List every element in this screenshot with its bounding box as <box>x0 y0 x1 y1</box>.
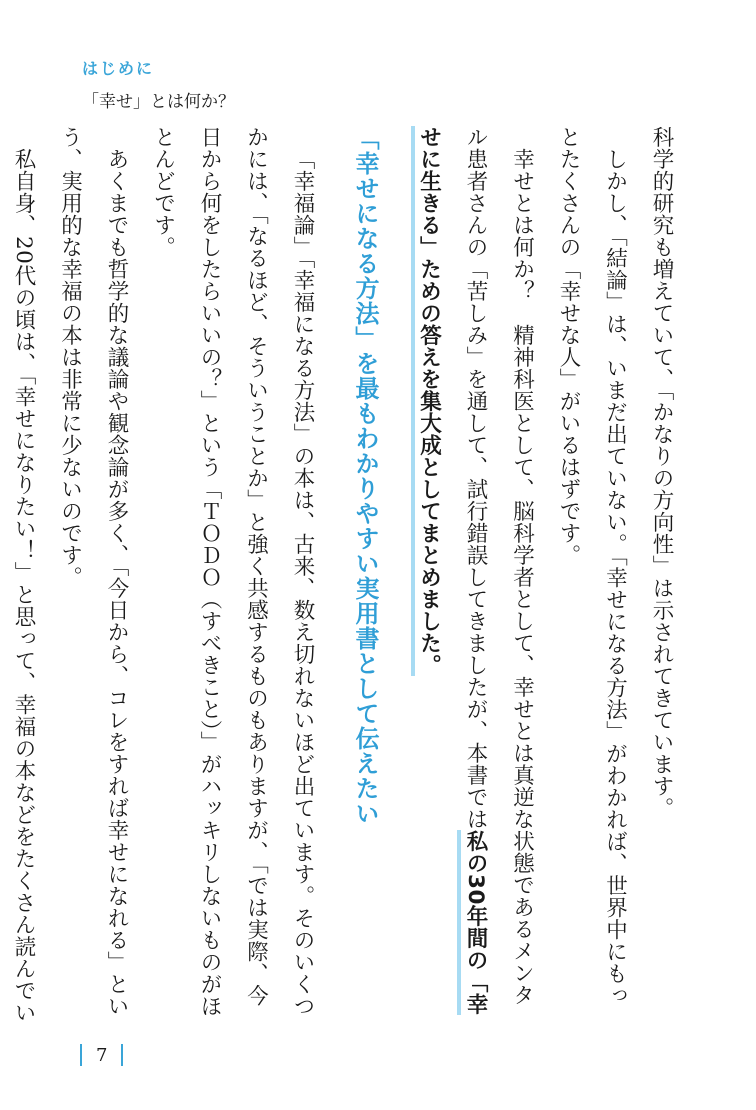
page-footer <box>80 1044 123 1066</box>
paragraph-2: しかし、「結論」は、いまだ出ていない。「幸せになる方法」がわかれば、世界中にもっとたくさんの「幸せな人」がいるはずです。 <box>556 126 628 1006</box>
paragraph-3-emphasis: 私の30年間の「幸せに生きる」ための答えを集大成としてまとめました。 <box>411 126 489 1015</box>
footer-bar-left <box>80 1044 82 1066</box>
paragraph-5: あくまでも哲学的な議論や観念論が多く、「今日から、コレをすれば幸せになれる」という、実用的な幸福の本は非常に少ないのです。 <box>57 126 129 1017</box>
page-number: 7 <box>96 1044 108 1066</box>
chapter-header <box>82 56 235 112</box>
paragraph-6: 私自身、20代の頃は、「幸せになりたい！」と思って、幸福の本などをたくさん読んでい <box>11 147 36 1024</box>
chapter-label: はじめに <box>82 59 155 78</box>
vertical-body-text <box>11 126 684 1026</box>
paragraph-3 <box>405 126 545 1026</box>
paragraph-4: 「幸福論」「幸福になる方法」の本は、古来、数え切れないほど出ています。そのいくつかには、「なるほど、そういうことか」と強く共感するものもありますが、「では実際、今日から何をしたらいいの？」という「ＴＯＤＯ（すべきこと）」がハッキリしないものがほとんどです。 <box>150 126 315 1018</box>
section-heading: 「幸せになる方法」を最もわかりやすい実用書として伝えたい <box>351 126 379 826</box>
chapter-subtitle: 「幸せ」とは何か？ <box>82 92 235 112</box>
paragraph-3-text: 幸せとは何か？ 精神科医として、脳科学者として、幸せとは真逆な状態であるメンタル患者さんの「苦しみ」を通して、試行錯誤してきましたが、本書では <box>463 126 535 1006</box>
footer-bar-right <box>121 1044 123 1066</box>
paragraph-1: 科学的研究も増えていて、「かなりの方向性」は示されてきています。 <box>649 126 674 820</box>
